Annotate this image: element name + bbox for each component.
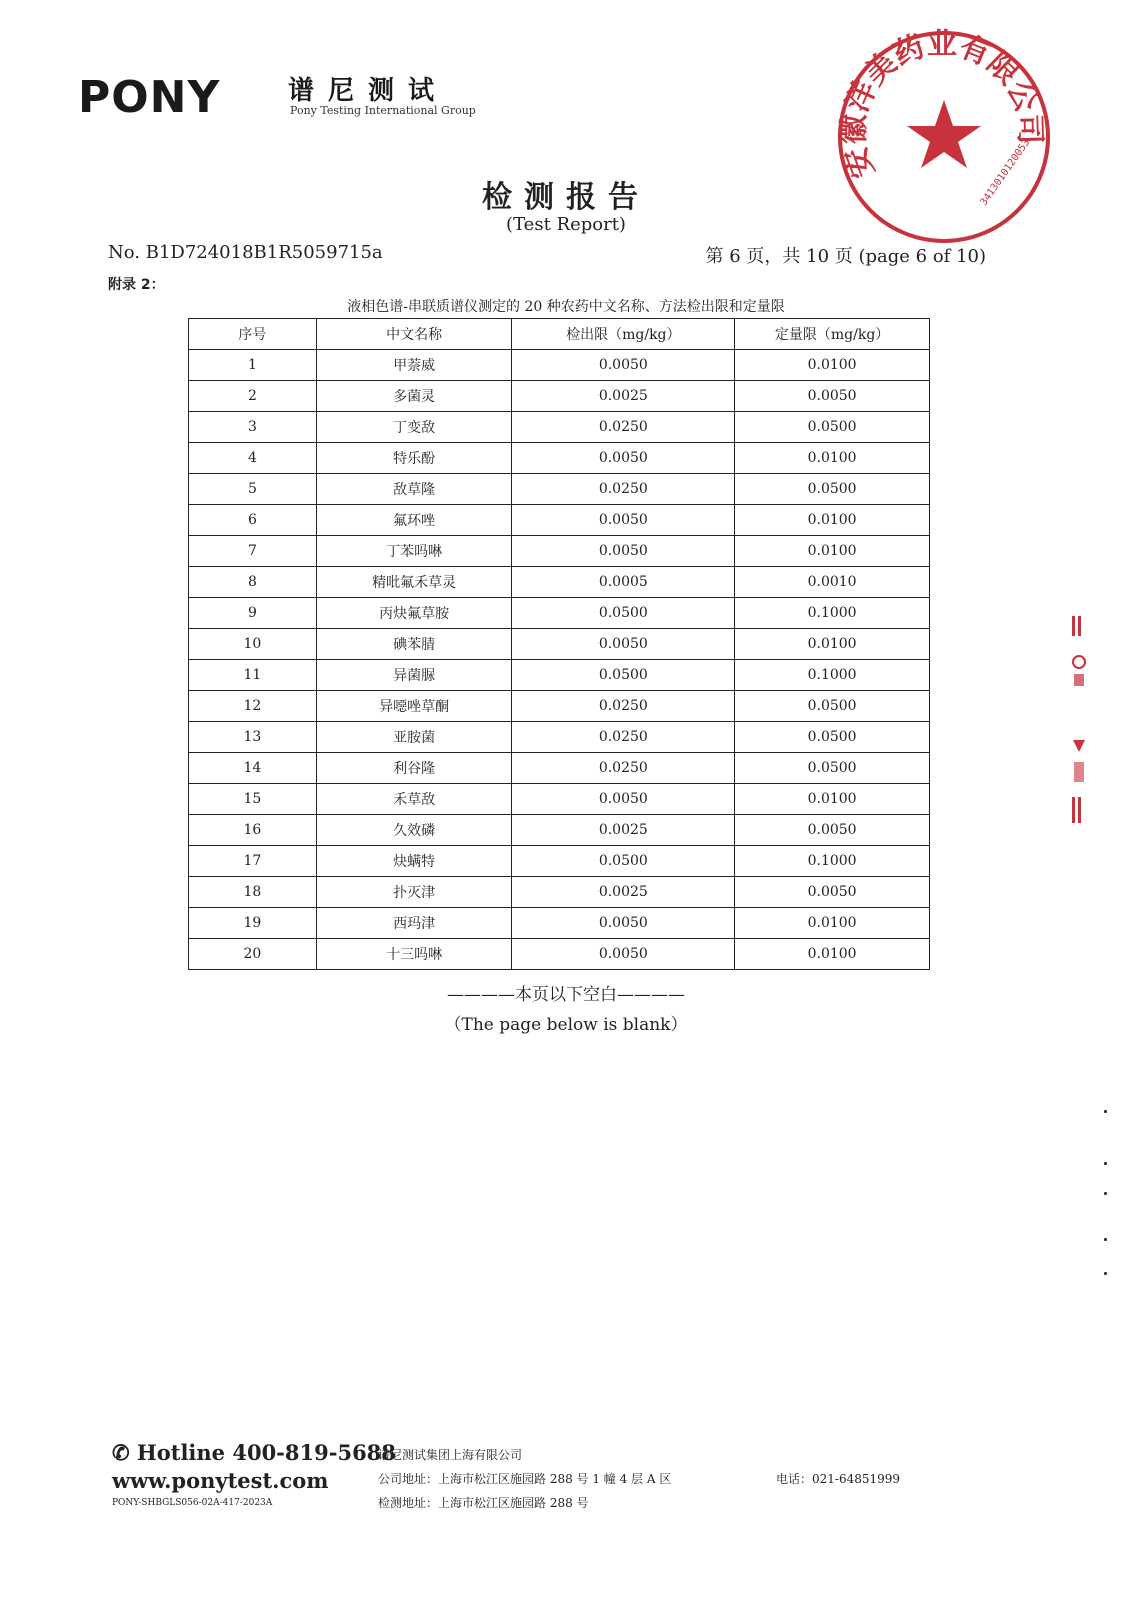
cell-lod: 0.0005 xyxy=(512,567,735,598)
cell-loq: 0.0100 xyxy=(735,505,930,536)
cell-lod: 0.0025 xyxy=(512,815,735,846)
cell-index: 5 xyxy=(189,474,317,505)
header-index: 序号 xyxy=(189,319,317,350)
edge-mark xyxy=(1104,1110,1107,1113)
cell-name: 西玛津 xyxy=(316,908,512,939)
footer-form-code: PONY-SHBGLS056-02A-417-2023A xyxy=(112,1498,273,1508)
cell-index: 9 xyxy=(189,598,317,629)
cell-index: 2 xyxy=(189,381,317,412)
stamp-star-icon xyxy=(907,100,981,168)
edge-mark xyxy=(1104,1192,1107,1195)
table-row xyxy=(189,660,930,691)
table-caption: 液相色谱-串联质谱仪测定的 20 种农药中文名称、方法检出限和定量限 xyxy=(347,299,785,315)
cell-name: 敌草隆 xyxy=(316,474,512,505)
cell-index: 19 xyxy=(189,908,317,939)
cell-loq: 0.0100 xyxy=(735,350,930,381)
cell-name: 甲萘威 xyxy=(316,350,512,381)
cell-name: 扑灭津 xyxy=(316,877,512,908)
cell-name: 利谷隆 xyxy=(316,753,512,784)
table-row xyxy=(189,722,930,753)
cell-name: 异菌脲 xyxy=(316,660,512,691)
table-row xyxy=(189,412,930,443)
blank-page-note-cn: ————本页以下空白———— xyxy=(447,985,685,1005)
cell-loq: 0.1000 xyxy=(735,846,930,877)
cell-name: 多菌灵 xyxy=(316,381,512,412)
cell-index: 7 xyxy=(189,536,317,567)
cell-loq: 0.0100 xyxy=(735,443,930,474)
cell-name: 丙炔氟草胺 xyxy=(316,598,512,629)
cell-loq: 0.0100 xyxy=(735,908,930,939)
cell-lod: 0.0025 xyxy=(512,381,735,412)
cell-index: 16 xyxy=(189,815,317,846)
table-header-row xyxy=(189,319,930,350)
cell-index: 4 xyxy=(189,443,317,474)
footer-hotline: ✆ Hotline 400-819-5688 xyxy=(112,1440,396,1465)
cell-loq: 0.1000 xyxy=(735,660,930,691)
table-row xyxy=(189,877,930,908)
cell-loq: 0.0050 xyxy=(735,877,930,908)
cell-lod: 0.0050 xyxy=(512,629,735,660)
cell-index: 14 xyxy=(189,753,317,784)
table-row xyxy=(189,443,930,474)
cell-lod: 0.0050 xyxy=(512,505,735,536)
report-title: 检测报告 xyxy=(482,180,650,215)
cell-lod: 0.0250 xyxy=(512,474,735,505)
blank-page-note-en: （The page below is blank） xyxy=(444,1015,688,1035)
header-loq: 定量限（mg/kg） xyxy=(735,319,930,350)
cell-index: 1 xyxy=(189,350,317,381)
table-row xyxy=(189,350,930,381)
table-row xyxy=(189,505,930,536)
table-row xyxy=(189,567,930,598)
cell-index: 15 xyxy=(189,784,317,815)
footer-company-address: 公司地址：上海市松江区施园路 288 号 1 幢 4 层 A 区 xyxy=(378,1472,672,1486)
cell-lod: 0.0500 xyxy=(512,846,735,877)
cell-loq: 0.0500 xyxy=(735,412,930,443)
table-row xyxy=(189,381,930,412)
footer-phone: 电话：021-64851999 xyxy=(776,1472,901,1486)
stamp-code-text: 3413010120053 xyxy=(978,137,1033,208)
cell-lod: 0.0250 xyxy=(512,722,735,753)
cell-name: 异噁唑草酮 xyxy=(316,691,512,722)
cell-loq: 0.0100 xyxy=(735,536,930,567)
cell-name: 亚胺菌 xyxy=(316,722,512,753)
cell-lod: 0.0250 xyxy=(512,691,735,722)
cell-lod: 0.0500 xyxy=(512,660,735,691)
cell-lod: 0.0050 xyxy=(512,784,735,815)
cell-loq: 0.1000 xyxy=(735,598,930,629)
table-row xyxy=(189,691,930,722)
logo-chinese-name: 谱尼测试 xyxy=(288,76,449,106)
cell-lod: 0.0050 xyxy=(512,443,735,474)
cell-lod: 0.0050 xyxy=(512,350,735,381)
report-number: No. B1D724018B1R5059715a xyxy=(108,242,383,263)
cell-lod: 0.0250 xyxy=(512,412,735,443)
cell-index: 12 xyxy=(189,691,317,722)
cell-loq: 0.0100 xyxy=(735,784,930,815)
table-row xyxy=(189,753,930,784)
edge-mark xyxy=(1104,1272,1107,1275)
table-row xyxy=(189,908,930,939)
footer-company: 谱尼测试集团上海有限公司 xyxy=(378,1448,523,1462)
header-name: 中文名称 xyxy=(316,319,512,350)
cell-name: 炔螨特 xyxy=(316,846,512,877)
cell-index: 10 xyxy=(189,629,317,660)
cell-name: 禾草敌 xyxy=(316,784,512,815)
cell-name: 十三吗啉 xyxy=(316,939,512,970)
pesticide-limits-table xyxy=(188,318,930,970)
cell-lod: 0.0025 xyxy=(512,877,735,908)
cell-index: 13 xyxy=(189,722,317,753)
cell-loq: 0.0100 xyxy=(735,629,930,660)
cell-name: 氟环唑 xyxy=(316,505,512,536)
cell-loq: 0.0500 xyxy=(735,753,930,784)
cell-name: 碘苯腈 xyxy=(316,629,512,660)
table-row xyxy=(189,629,930,660)
cell-index: 20 xyxy=(189,939,317,970)
cell-name: 精吡氟禾草灵 xyxy=(316,567,512,598)
report-subtitle: (Test Report) xyxy=(506,214,626,235)
cell-loq: 0.0500 xyxy=(735,691,930,722)
cell-index: 8 xyxy=(189,567,317,598)
header-lod: 检出限（mg/kg） xyxy=(512,319,735,350)
logo-text: PONY xyxy=(78,72,221,123)
table-row xyxy=(189,939,930,970)
table-row xyxy=(189,815,930,846)
cell-loq: 0.0500 xyxy=(735,474,930,505)
logo-english-name: Pony Testing International Group xyxy=(290,104,476,117)
table-row xyxy=(189,474,930,505)
cell-name: 特乐酚 xyxy=(316,443,512,474)
company-logo xyxy=(78,70,498,126)
cell-lod: 0.0050 xyxy=(512,536,735,567)
cell-lod: 0.0050 xyxy=(512,908,735,939)
footer-website: www.ponytest.com xyxy=(112,1468,329,1493)
cell-lod: 0.0250 xyxy=(512,753,735,784)
cell-index: 6 xyxy=(189,505,317,536)
table-row xyxy=(189,784,930,815)
edge-mark xyxy=(1104,1238,1107,1241)
cell-loq: 0.0010 xyxy=(735,567,930,598)
table-row xyxy=(189,846,930,877)
cell-loq: 0.0050 xyxy=(735,381,930,412)
page-indicator: 第 6 页，共 10 页 (page 6 of 10) xyxy=(705,246,986,267)
cell-name: 丁苯吗啉 xyxy=(316,536,512,567)
cell-loq: 0.0050 xyxy=(735,815,930,846)
cell-index: 11 xyxy=(189,660,317,691)
table-row xyxy=(189,598,930,629)
cell-index: 18 xyxy=(189,877,317,908)
cell-lod: 0.0500 xyxy=(512,598,735,629)
logo-wordmark xyxy=(78,70,220,126)
page-seam-stamp-fragment xyxy=(1068,612,1090,832)
cell-lod: 0.0050 xyxy=(512,939,735,970)
appendix-label: 附录 2： xyxy=(108,277,165,293)
cell-index: 3 xyxy=(189,412,317,443)
edge-mark xyxy=(1104,1162,1107,1165)
cell-loq: 0.0500 xyxy=(735,722,930,753)
stamp-name-text: 安徽洋美药业有限公司 xyxy=(836,28,1048,183)
table-row xyxy=(189,536,930,567)
footer-test-address: 检测地址：上海市松江区施园路 288 号 xyxy=(378,1496,589,1510)
cell-name: 久效磷 xyxy=(316,815,512,846)
cell-index: 17 xyxy=(189,846,317,877)
table-body xyxy=(189,350,930,970)
cell-name: 丁变敌 xyxy=(316,412,512,443)
cell-loq: 0.0100 xyxy=(735,939,930,970)
